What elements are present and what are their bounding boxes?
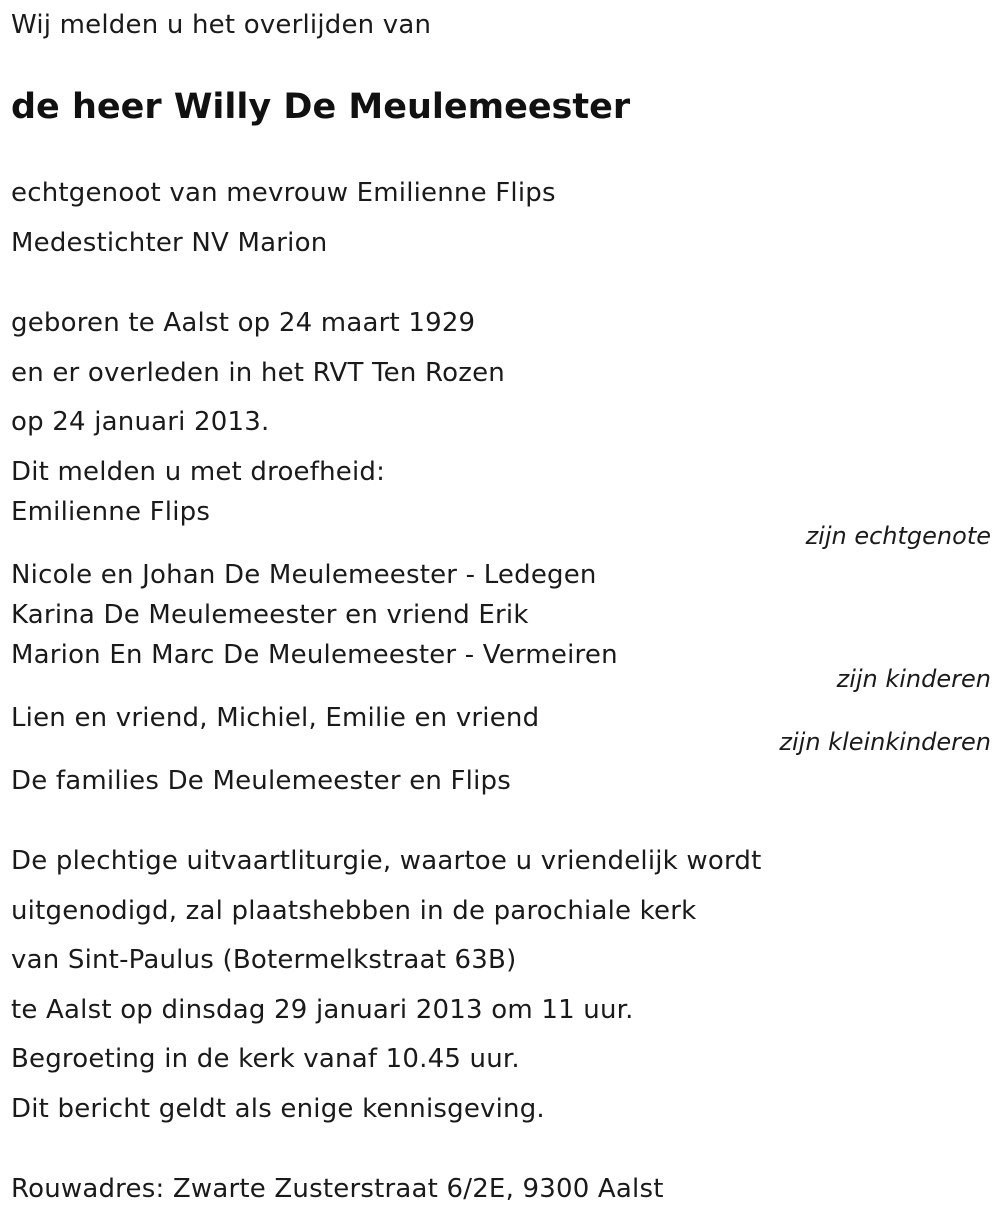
grandchildren-role: zijn kleinkinderen: [779, 728, 991, 756]
families: De families De Meulemeester en Flips: [11, 766, 511, 796]
spouse-name: Emilienne Flips: [11, 497, 211, 527]
spouse-relation: echtgenoot van mevrouw Emilienne Flips: [11, 178, 556, 208]
child-name: Karina De Meulemeester en vriend Erik: [11, 600, 529, 630]
funeral-line: van Sint-Paulus (Botermelkstraat 63B): [11, 945, 517, 975]
occupation: Medestichter NV Marion: [11, 228, 328, 258]
funeral-line: De plechtige uitvaartliturgie, waartoe u vriendelijk wordt: [11, 846, 762, 876]
child-name: Nicole en Johan De Meulemeester - Ledegen: [11, 560, 597, 590]
children-role: zijn kinderen: [836, 665, 991, 693]
mourners-heading: Dit melden u met droefheid:: [11, 457, 386, 487]
death-place: en er overleden in het RVT Ten Rozen: [11, 358, 505, 388]
spouse-role: zijn echtgenote: [805, 522, 991, 550]
funeral-line: Dit bericht geldt als enige kennisgeving.: [11, 1094, 545, 1124]
child-name: Marion En Marc De Meulemeester - Vermeiren: [11, 640, 618, 670]
funeral-line: Begroeting in de kerk vanaf 10.45 uur.: [11, 1044, 520, 1074]
grandchildren-names: Lien en vriend, Michiel, Emilie en vriend: [11, 703, 540, 733]
funeral-line: uitgenodigd, zal plaatshebben in de parochiale kerk: [11, 896, 697, 926]
mourning-address: Rouwadres: Zwarte Zusterstraat 6/2E, 9300 Aalst: [11, 1174, 664, 1204]
birth-info: geboren te Aalst op 24 maart 1929: [11, 308, 476, 338]
funeral-line: te Aalst op dinsdag 29 januari 2013 om 11 uur.: [11, 995, 634, 1025]
intro-text: Wij melden u het overlijden van: [11, 10, 432, 40]
deceased-name: de heer Willy De Meulemeester: [11, 87, 631, 127]
death-date: op 24 januari 2013.: [11, 407, 270, 437]
